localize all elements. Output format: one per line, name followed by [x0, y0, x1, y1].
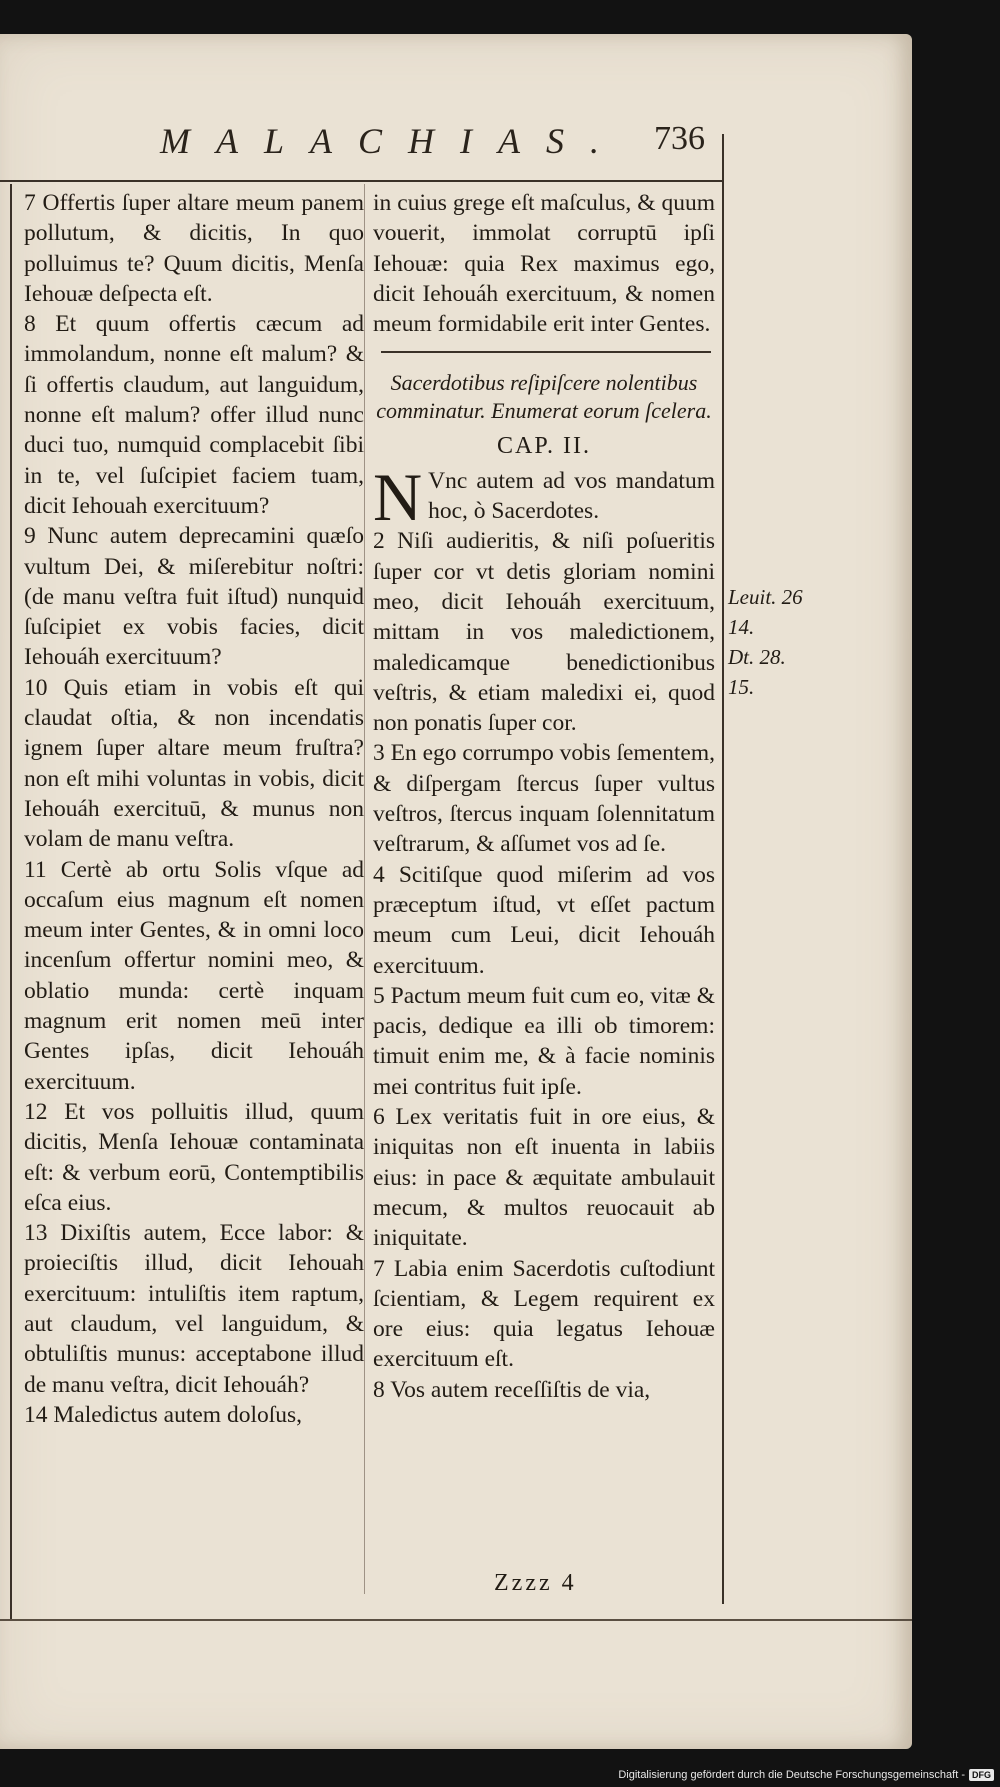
margin-note: Leuit. 26: [728, 585, 803, 609]
verse: 3 En ego corrumpo vobis ſementem, & diſpergam ſtercus ſuper vultus veſtros, ſtercus inquam ſolennitatum veſtrarum, & aſſumet vos ad ſe.: [373, 740, 715, 858]
verse: 7 Offertis ſuper altare meum panem pollutum, & dicitis, In quo polluimus te? Quum dicitis, Menſa Iehouæ deſpecta eſt.: [24, 190, 364, 307]
column-divider: [364, 184, 365, 1594]
book-page: [0, 34, 912, 1749]
verse: 11 Certè ab ortu Solis vſque ad occaſum eius magnum eſt nomen meum inter Gentes, & in omni loco incenſum offertur nomini meo, & oblatio munda: certè inquam magnum erit nomen meū inter Gentes ipſas, dicit Iehouáh exercituum.: [24, 856, 364, 1095]
running-title: MALACHIAS.: [160, 121, 625, 161]
left-text-column: [24, 188, 364, 1430]
verse: 7 Labia enim Sacerdotis cuſtodiunt ſcientiam, & Legem requirent ex ore eius: quia legatus Iehouæ exercituum eſt.: [373, 1255, 715, 1373]
verse: 12 Et vos polluitis illud, quum dicitis, Menſa Iehouæ contaminata eſt: & verbum eorū, Contemptibilis eſca eius.: [24, 1098, 364, 1216]
verse: 9 Nunc autem deprecamini quæſo vultum Dei, & miſerebitur noſtri: (de manu veſtra fuit iſtud) nunquid ſuſcipiet ex vobis facies, dicit Iehouáh exercituum?: [24, 523, 364, 671]
verse: 13 Dixiſtis autem, Ecce labor: & proieciſtis illud, dicit Iehouah exercituum: intuliſtis item raptum, aut claudum, vel languidum, & obtuliſtis munus: acceptabone illud de manu veſtra, dicit Iehouáh?: [24, 1220, 364, 1398]
page-number: 736: [654, 120, 705, 157]
verse: 2 Niſi audieritis, & niſi poſueritis ſuper cor vt detis gloriam nomini meo, dicit Iehouáh exercituum, mittam in vos maledictionem, maledicamque benedictionibus veſtris, & etiam maledixi ei, quod non ponatis ſuper cor.: [373, 528, 715, 737]
right-text-column: [373, 188, 715, 1405]
footer-text: Digitalisierung gefördert durch die Deutsche Forschungsgemeinschaft -: [618, 1769, 965, 1781]
chapter-heading: CAP. II.: [496, 433, 591, 460]
margin-divider-rule: [722, 134, 724, 1604]
verse: 6 Lex veritatis fuit in ore eius, & iniquitas non eſt inuenta in labiis eius: in pace & æquitate ambulauit mecum, & multos reuocauit ab iniquitate.: [373, 1104, 715, 1252]
margin-notes: [728, 582, 828, 702]
header-rule: [0, 180, 724, 182]
chapter-summary: Sacerdotibus reſipiſcere nolentibus comminatur. Enumerat eorum ſcelera.: [376, 370, 712, 424]
verse: 14 Maledictus autem doloſus,: [24, 1401, 303, 1428]
bottom-rule: [0, 1619, 912, 1621]
margin-note: Dt. 28.: [728, 645, 786, 669]
running-head: [0, 120, 730, 180]
verse: 4 Scitiſque quod miſerim ad vos præceptum iſtud, vt eſſet pactum meum cum Leui, dicit Iehouáh exercituum.: [373, 861, 715, 979]
verse: 8 Et quum offertis cæcum ad immolandum, nonne eſt malum? & ſi offertis claudum, aut languidum, nonne eſt malum? offer illud nunc duci tuo, numquid complacebit ſibi in te, vel ſuſcipiet faciem tuam, dicit Iehouah exercituum?: [24, 311, 364, 519]
section-rule: [381, 351, 711, 353]
dfg-logo-icon: DFG: [969, 1769, 994, 1781]
digitization-footer: [618, 1766, 994, 1784]
margin-note: 15.: [728, 675, 755, 699]
verse: 5 Pactum meum fuit cum eo, vitæ & pacis, dedique ea illi ob timorem: timuit enim me, & à facie nominis mei contritus fuit ipſe.: [373, 982, 716, 1100]
chapter-opening: [373, 458, 715, 535]
margin-note: 14.: [728, 615, 755, 639]
drop-cap: N: [373, 458, 423, 535]
verse: 8 Vos autem receſſiſtis de via,: [373, 1376, 651, 1403]
signature-mark: Zzzz 4: [494, 1570, 577, 1596]
left-border-rule: [10, 184, 12, 1619]
opening-text: Vnc autem ad vos mandatum hoc, ò Sacerdotes.: [428, 467, 715, 525]
verse-continuation: in cuius grege eſt maſculus, & quum vouerit, immolat corruptū ipſi Iehouæ: quia Rex maximus ego, dicit Iehouáh exercituum, & nomen meum formidabile erit inter Gentes.: [373, 190, 715, 338]
verse: 10 Quis etiam in vobis eſt qui claudat oſtia, & non incendatis ignem ſuper altare meum fruſtra? non eſt mihi voluntas in vobis, dicit Iehouáh exercituū, & munus non volam de manu veſtra.: [24, 674, 364, 853]
